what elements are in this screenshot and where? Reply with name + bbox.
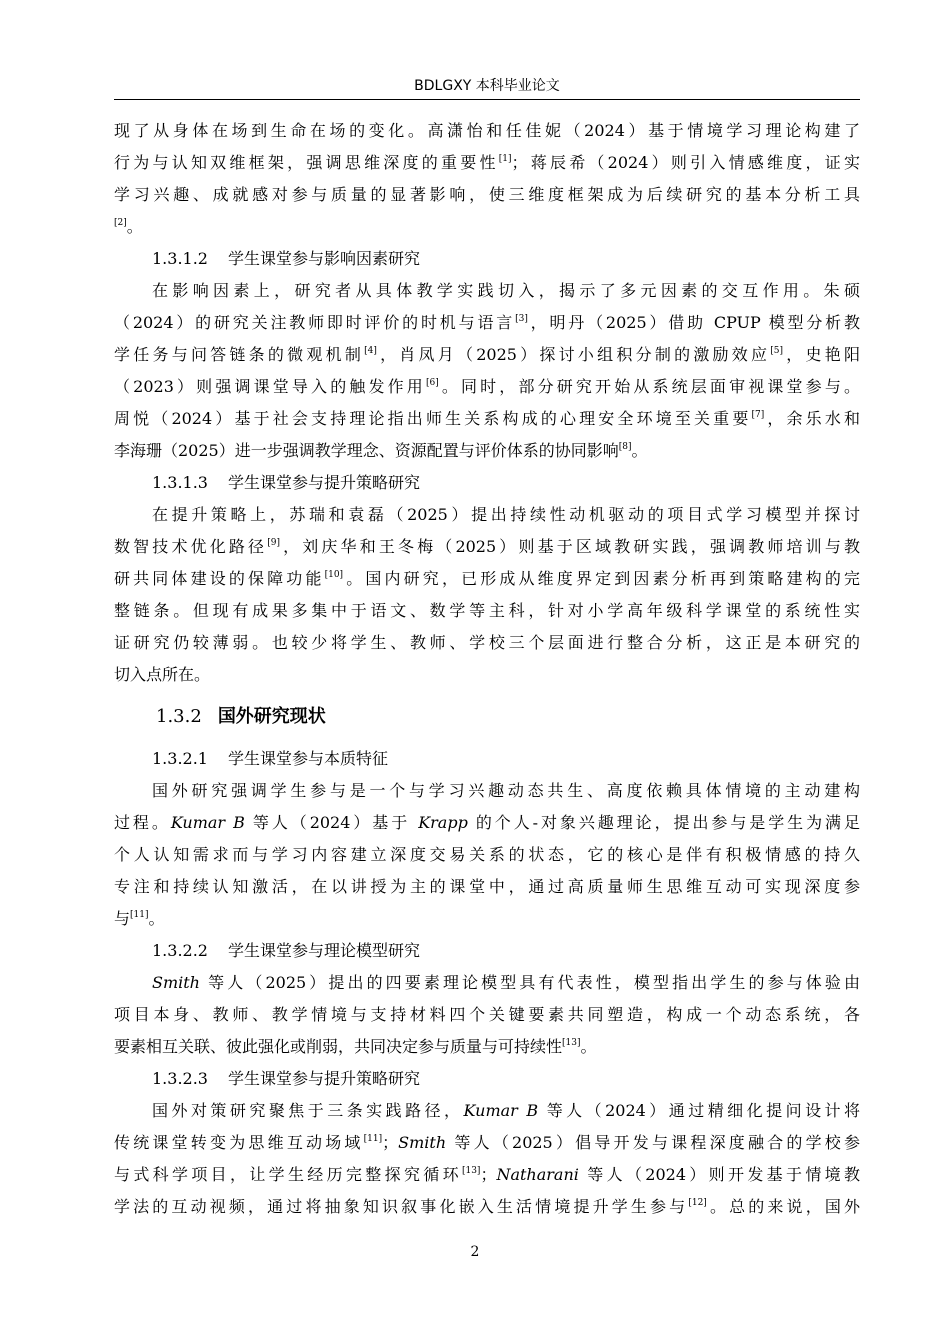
citation: [7]: [751, 410, 765, 420]
paragraph: [114, 275, 860, 467]
text-line: （2024）的研究关注教师即时评价的时机与语言[3]，明丹（2025）借助 CPUP 模型分析教: [114, 313, 860, 332]
text-line: 国外对策研究聚焦于三条实践路径，Kumar B 等人（2024）通过精细化提问设计将: [152, 1101, 861, 1120]
section-heading-level2: 1.3.2 国外研究现状: [156, 706, 326, 727]
section-heading: 1.3.2.3 学生课堂参与提升策略研究: [152, 1069, 420, 1088]
text-line: （2023）则强调课堂导入的触发作用[6]。同时，部分研究开始从系统层面审视课堂参与。: [114, 377, 860, 396]
text-line: 周悦（2024）基于社会支持理论指出师生关系构成的心理安全环境至关重要[7]，余乐水和: [114, 409, 860, 428]
section-heading: 1.3.1.3 学生课堂参与提升策略研究: [152, 473, 420, 492]
citation: [4]: [364, 346, 377, 356]
citation: [1]: [498, 154, 512, 164]
text-line: Smith 等人（2025）提出的四要素理论模型具有代表性，模型指出学生的参与体验由: [152, 973, 860, 992]
text-line: 学习兴趣、成就感对参与质量的显著影响，使三维度框架成为后续研究的基本分析工具: [114, 185, 860, 204]
page-body: [114, 115, 860, 1223]
text-line: 项目本身、教师、教学情境与支持材料四个关键要素共同塑造，构成一个动态系统，各: [114, 1005, 860, 1024]
text-line: 整链条。但现有成果多集中于语文、数学等主科，针对小学高年级科学课堂的系统性实: [114, 601, 860, 620]
text-line: 行为与认知双维框架，强调思维深度的重要性[1]；蒋辰希（2024）则引入情感维度，证实: [114, 153, 860, 172]
section-heading: 1.3.2.1 学生课堂参与本质特征: [152, 749, 388, 768]
text-line: 在提升策略上，苏瑞和袁磊（2025）提出持续性动机驱动的项目式学习模型并探讨: [152, 505, 860, 524]
text-line: 数智技术优化路径[9]，刘庆华和王冬梅（2025）则基于区域教研实践，强调教师培训与教: [114, 537, 860, 556]
citation: [11]: [130, 910, 149, 920]
text-line: 专注和持续认知激活，在以讲授为主的课堂中，通过高质量师生思维互动可实现深度参: [114, 877, 860, 896]
section-heading: 1.3.2.2 学生课堂参与理论模型研究: [152, 941, 420, 960]
paragraph: [114, 115, 860, 243]
text-line: 切入点所在。: [114, 665, 211, 684]
text-line: 研共同体建设的保障功能[10]。国内研究，已形成从维度界定到因素分析再到策略建构的完: [114, 569, 860, 588]
text-line: [2]。: [114, 217, 143, 236]
section-heading: 1.3.1.2 学生课堂参与影响因素研究: [152, 249, 420, 268]
citation: [2]: [114, 218, 127, 228]
citation: [8]: [618, 442, 632, 452]
text-line: 过程。Kumar B 等人（2024）基于 Krapp 的个人-对象兴趣理论，提出参与是学生为满足: [114, 813, 860, 832]
paragraph: [114, 1095, 860, 1223]
page-number: 2: [470, 1244, 480, 1260]
citation: [13]: [461, 1166, 481, 1176]
text-line: 国外研究强调学生参与是一个与学习兴趣动态共生、高度依赖具体情境的主动建构: [152, 781, 860, 800]
citation: [5]: [770, 346, 784, 356]
text-line: 现了从身体在场到生命在场的变化。高潇怡和任佳妮（2024）基于情境学习理论构建了: [114, 121, 860, 140]
text-line: 传统课堂转变为思维互动场域[11]；Smith 等人（2025）倡导开发与课程深度融合的学校参: [114, 1133, 860, 1152]
paragraph: [114, 775, 860, 935]
text-line: 学法的互动视频，通过将抽象知识叙事化嵌入生活情境提升学生参与[12]。总的来说，国外: [114, 1197, 860, 1216]
citation: [10]: [324, 570, 344, 580]
text-line: 与[11]。: [114, 909, 165, 928]
paragraph: [114, 967, 860, 1063]
citation: [12]: [688, 1198, 707, 1208]
citation: [9]: [267, 538, 280, 548]
paragraph: [114, 499, 860, 691]
citation: [13]: [562, 1038, 581, 1048]
text-line: 要素相互关联、彼此强化或削弱，共同决定参与质量与可持续性[13]。: [114, 1037, 597, 1056]
text-line: 与式科学项目，让学生经历完整探究循环[13]；Natharani 等人（2024）则开发基于情境教: [114, 1165, 860, 1184]
page-header: BDLGXY 本科毕业论文: [414, 78, 560, 94]
text-line: 个人认知需求而与学习内容建立深度交易关系的状态，它的核心是伴有积极情感的持久: [114, 845, 860, 864]
citation: [6]: [425, 378, 439, 388]
text-line: 学任务与问答链条的微观机制[4]，肖凤月（2025）探讨小组积分制的激励效应[5]，史艳阳: [114, 345, 860, 364]
text-line: 李海珊（2025）进一步强调教学理念、资源配置与评价体系的协同影响[8]。: [114, 441, 648, 460]
citation: [3]: [515, 314, 528, 324]
text-line: 在影响因素上，研究者从具体教学实践切入，揭示了多元因素的交互作用。朱硕: [152, 281, 860, 300]
text-line: 证研究仍较薄弱。也较少将学生、教师、学校三个层面进行整合分析，这正是本研究的: [114, 633, 860, 652]
header-rule: [114, 99, 860, 100]
citation: [11]: [363, 1134, 383, 1144]
